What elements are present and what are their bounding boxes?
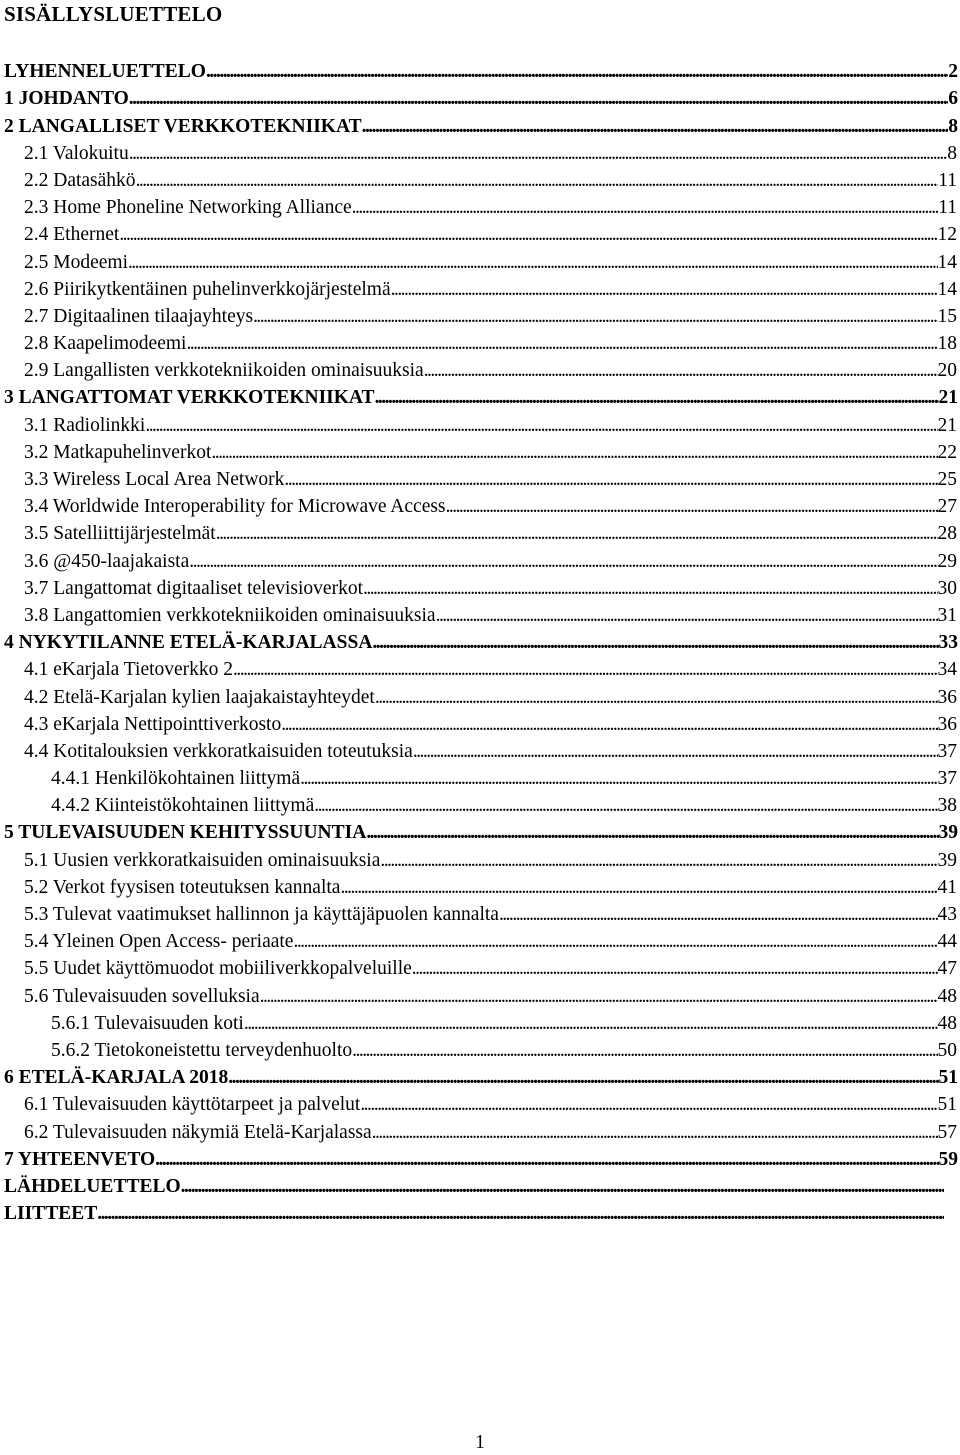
toc-entry[interactable] bbox=[0, 437, 960, 464]
toc-entry-title: 7 YHTEENVETO bbox=[4, 1148, 156, 1170]
toc-entry[interactable] bbox=[0, 138, 960, 165]
toc-entry-page: 21 bbox=[938, 387, 958, 409]
toc-entry-title: 6.1 Tulevaisuuden käyttötarpeet ja palvelut bbox=[24, 1094, 361, 1116]
toc-entry-title: 4.1 eKarjala Tietoverkko 2 bbox=[24, 659, 234, 681]
toc-entry[interactable] bbox=[0, 600, 960, 627]
toc-entry-page: 31 bbox=[937, 604, 957, 626]
toc-entry-page: 48 bbox=[937, 985, 957, 1007]
toc-dot-leader bbox=[380, 850, 937, 872]
toc-entry-title: 2.9 Langallisten verkkotekniikoiden ominaisuuksia bbox=[24, 360, 424, 382]
toc-dot-leader bbox=[352, 197, 939, 219]
toc-entry-title: LYHENNELUETTELO bbox=[4, 61, 206, 83]
toc-entry-page: 8 bbox=[947, 142, 957, 164]
toc-entry-page: 30 bbox=[937, 577, 957, 599]
toc-entry[interactable] bbox=[0, 355, 960, 382]
toc-entry-page: 39 bbox=[937, 849, 957, 871]
toc-entry-title: 3.4 Worldwide Interoperability for Microwave Access bbox=[24, 496, 446, 518]
toc-entry-page: 15 bbox=[937, 305, 957, 327]
toc-entry-page: 39 bbox=[938, 822, 958, 844]
toc-entry[interactable] bbox=[0, 736, 960, 763]
toc-entry[interactable] bbox=[0, 681, 960, 708]
toc-dot-leader bbox=[129, 88, 948, 110]
toc-entry-page: 34 bbox=[937, 659, 957, 681]
toc-entry-title: 3.3 Wireless Local Area Network bbox=[24, 469, 285, 490]
toc-dot-leader bbox=[360, 1094, 937, 1116]
toc-entry-page: 27 bbox=[937, 496, 957, 518]
toc-entry-page: 37 bbox=[937, 768, 957, 790]
toc-dot-leader bbox=[375, 687, 938, 709]
toc-entry-page: 50 bbox=[937, 1039, 957, 1061]
toc-entry[interactable] bbox=[0, 56, 960, 83]
toc-entry-title: 4.3 eKarjala Nettipointtiverkosto bbox=[24, 713, 282, 735]
toc-entry[interactable] bbox=[0, 110, 960, 137]
toc-entry-page: 48 bbox=[937, 1012, 957, 1034]
toc-entry-page: 25 bbox=[937, 469, 957, 490]
toc-entry-title: 2 LANGALLISET VERKKOTEKNIIKAT bbox=[4, 115, 362, 137]
toc-entry[interactable] bbox=[0, 83, 960, 110]
toc-entry-title: 6.2 Tulevaisuuden näkymiä Etelä-Karjalassa bbox=[24, 1121, 372, 1143]
toc-entry-title: 2.2 Datasähkö bbox=[24, 169, 136, 191]
toc-dot-leader bbox=[372, 1122, 938, 1144]
toc-dot-leader bbox=[375, 387, 939, 409]
toc-dot-leader bbox=[391, 279, 938, 301]
toc-dot-leader bbox=[424, 360, 938, 382]
toc-entry-page: 47 bbox=[937, 958, 957, 980]
toc-entry-title: 2.1 Valokuitu bbox=[24, 142, 129, 164]
toc-entry[interactable] bbox=[0, 1116, 960, 1143]
toc-dot-leader bbox=[281, 714, 937, 736]
toc-entry[interactable] bbox=[0, 844, 960, 871]
toc-entry-title: 4 NYKYTILANNE ETELÄ-KARJALASSA bbox=[4, 632, 373, 654]
toc-dot-leader bbox=[253, 306, 937, 328]
toc-entry-page: 44 bbox=[937, 931, 957, 953]
toc-entry-title: 5.3 Tulevat vaatimukset hallinnon ja käyttäjäpuolen kannalta bbox=[24, 904, 499, 925]
toc-entry-page: 18 bbox=[937, 333, 957, 355]
toc-entry-title: 5.6.1 Tulevaisuuden koti bbox=[51, 1012, 244, 1034]
toc-entry[interactable] bbox=[0, 246, 960, 273]
toc-dot-leader bbox=[436, 605, 938, 627]
toc-dot-leader bbox=[412, 958, 938, 980]
toc-dot-leader bbox=[499, 904, 938, 926]
toc-entry-page: 14 bbox=[937, 278, 957, 300]
toc-entry[interactable] bbox=[0, 518, 960, 545]
toc-dot-leader bbox=[129, 143, 947, 165]
toc-entry-page: 28 bbox=[937, 523, 957, 545]
toc-entry-title: 5.6 Tulevaisuuden sovelluksia bbox=[24, 985, 260, 1007]
toc-entry[interactable] bbox=[0, 165, 960, 192]
toc-dot-leader bbox=[293, 931, 937, 953]
toc-entry-page: 20 bbox=[937, 360, 957, 382]
toc-entry[interactable] bbox=[0, 627, 960, 654]
toc-entry[interactable] bbox=[0, 545, 960, 572]
toc-entry-page: 41 bbox=[937, 876, 957, 898]
toc-entry[interactable] bbox=[0, 1089, 960, 1116]
toc-entry[interactable] bbox=[0, 219, 960, 246]
toc-entry-title: 3.1 Radiolinkki bbox=[24, 414, 146, 436]
toc-entry-page: 14 bbox=[937, 251, 957, 273]
toc-entry[interactable] bbox=[0, 980, 960, 1007]
toc-entry[interactable] bbox=[0, 301, 960, 328]
toc-dot-leader bbox=[97, 1203, 944, 1225]
page-number: 1 bbox=[475, 1432, 485, 1453]
toc-entry-page: 6 bbox=[948, 88, 958, 110]
toc-entry[interactable] bbox=[0, 926, 960, 953]
toc-entry-title: 5.1 Uusien verkkoratkaisuiden ominaisuuksia bbox=[24, 849, 381, 871]
toc-dot-leader bbox=[181, 1176, 944, 1198]
toc-entry-title: 1 JOHDANTO bbox=[4, 88, 129, 110]
toc-dot-leader bbox=[216, 523, 938, 545]
toc-entry[interactable] bbox=[0, 192, 960, 219]
toc-entry-page: 37 bbox=[937, 740, 957, 762]
toc-entry-title: 3.7 Langattomat digitaaliset televisioverkot bbox=[24, 577, 363, 599]
toc-entry[interactable] bbox=[0, 1008, 960, 1035]
toc-dot-leader bbox=[340, 877, 937, 899]
toc-entry-title: 4.4.2 Kiinteistökohtainen liittymä bbox=[51, 795, 315, 817]
toc-dot-leader bbox=[372, 632, 938, 654]
toc-dot-leader bbox=[352, 1040, 937, 1062]
toc-entry-title: 5.6.2 Tietokoneistettu terveydenhuolto bbox=[51, 1039, 353, 1061]
toc-dot-leader bbox=[155, 1149, 938, 1171]
toc-entry[interactable] bbox=[0, 1062, 960, 1089]
toc-dot-leader bbox=[189, 551, 937, 573]
toc-entry-title: 3.5 Satelliittijärjestelmät bbox=[24, 523, 216, 545]
toc-entry-title: 4.4.1 Henkilökohtainen liittymä bbox=[51, 768, 301, 790]
toc-heading: SISÄLLYSLUETTELO bbox=[4, 2, 223, 26]
toc-entry-title: 3 LANGATTOMAT VERKKOTEKNIIKAT bbox=[4, 387, 375, 409]
toc-entry-title: 3.6 @450-laajakaista bbox=[24, 550, 190, 572]
toc-entry-title: 3.2 Matkapuhelinverkot bbox=[24, 441, 212, 463]
toc-entry-page: 59 bbox=[938, 1148, 958, 1170]
toc-dot-leader bbox=[260, 986, 938, 1008]
toc-dot-leader bbox=[366, 822, 938, 844]
toc-entry-page: 8 bbox=[948, 115, 958, 137]
toc-entry-title: 5.2 Verkot fyysisen toteutuksen kannalta bbox=[24, 876, 341, 898]
toc-dot-leader bbox=[211, 442, 937, 464]
toc-dot-leader bbox=[363, 578, 938, 600]
toc-dot-leader bbox=[206, 61, 948, 83]
toc-dot-leader bbox=[300, 768, 937, 790]
toc-entry-page: 57 bbox=[937, 1121, 957, 1143]
toc-entry-title: 6 ETELÄ-KARJALA 2018 bbox=[4, 1067, 229, 1089]
toc-entry[interactable] bbox=[0, 409, 960, 436]
toc-entry[interactable] bbox=[0, 872, 960, 899]
toc-entry[interactable] bbox=[0, 328, 960, 355]
toc-entry-title: LÄHDELUETTELO bbox=[4, 1175, 181, 1197]
toc-entry-page: 51 bbox=[938, 1067, 958, 1089]
toc-entry-title: 2.8 Kaapelimodeemi bbox=[24, 333, 187, 355]
toc-entry-title: 2.6 Piirikytkentäinen puhelinverkkojärjestelmä bbox=[24, 278, 391, 300]
toc-entry[interactable] bbox=[0, 1171, 960, 1198]
toc-dot-leader bbox=[233, 659, 937, 681]
toc-entry[interactable] bbox=[0, 1198, 960, 1225]
toc-entry-page: 22 bbox=[937, 441, 957, 463]
toc-entry-title: 3.8 Langattomien verkkotekniikoiden ominaisuuksia bbox=[24, 604, 436, 626]
toc-dot-leader bbox=[284, 469, 937, 491]
toc-entry[interactable] bbox=[0, 464, 960, 491]
toc-entry-page: 36 bbox=[937, 686, 957, 708]
toc-entry-page: 36 bbox=[937, 713, 957, 735]
toc-entry[interactable] bbox=[0, 573, 960, 600]
toc-entry-title: 5.4 Yleinen Open Access- periaate bbox=[24, 931, 294, 953]
toc-dot-leader bbox=[446, 496, 938, 518]
toc-entry[interactable] bbox=[0, 763, 960, 790]
toc-entry-title: 4.2 Etelä-Karjalan kylien laajakaistayhteydet bbox=[24, 686, 375, 708]
toc-dot-leader bbox=[145, 415, 937, 437]
toc-entry-page: 12 bbox=[937, 224, 957, 246]
toc-entry[interactable] bbox=[0, 1035, 960, 1062]
toc-entry[interactable] bbox=[0, 654, 960, 681]
toc-entry-title: 5 TULEVAISUUDEN KEHITYSSUUNTIA bbox=[4, 822, 367, 844]
toc-dot-leader bbox=[228, 1067, 938, 1089]
toc-entry-title: 2.7 Digitaalinen tilaajayhteys bbox=[24, 305, 254, 327]
toc-entry-page: 21 bbox=[937, 414, 957, 436]
toc-entry-title: 2.3 Home Phoneline Networking Alliance bbox=[24, 197, 352, 219]
toc-dot-leader bbox=[186, 333, 937, 355]
toc-entry-page: 51 bbox=[937, 1094, 957, 1116]
toc-entry-page: 43 bbox=[937, 904, 957, 925]
toc-dot-leader bbox=[119, 224, 937, 246]
toc-entry-page: 33 bbox=[938, 632, 958, 654]
toc-entry-title: 2.5 Modeemi bbox=[24, 251, 128, 273]
toc-entry-title: 2.4 Ethernet bbox=[24, 224, 120, 246]
toc-entry[interactable] bbox=[0, 709, 960, 736]
toc-entry[interactable] bbox=[0, 790, 960, 817]
toc-dot-leader bbox=[136, 170, 939, 192]
toc-entry[interactable] bbox=[0, 953, 960, 980]
toc-entry[interactable] bbox=[0, 1144, 960, 1171]
toc-entry-page: 2 bbox=[948, 61, 958, 83]
table-of-contents bbox=[0, 56, 960, 1225]
toc-entry[interactable] bbox=[0, 899, 960, 926]
toc-entry-title: LIITTEET bbox=[4, 1203, 98, 1225]
toc-entry[interactable] bbox=[0, 382, 960, 409]
toc-dot-leader bbox=[413, 741, 938, 763]
toc-entry-page: 29 bbox=[937, 550, 957, 572]
toc-entry-page: 38 bbox=[937, 795, 957, 817]
toc-dot-leader bbox=[244, 1013, 938, 1035]
toc-dot-leader bbox=[314, 795, 937, 817]
toc-entry[interactable] bbox=[0, 491, 960, 518]
toc-dot-leader bbox=[128, 252, 938, 274]
toc-dot-leader bbox=[362, 116, 948, 138]
toc-entry-page: 11 bbox=[938, 197, 957, 219]
toc-entry-title: 4.4 Kotitalouksien verkkoratkaisuiden toteutuksia bbox=[24, 740, 413, 762]
toc-entry-title: 5.5 Uudet käyttömuodot mobiiliverkkopalveluille bbox=[24, 958, 412, 980]
toc-entry[interactable] bbox=[0, 817, 960, 844]
toc-entry[interactable] bbox=[0, 274, 960, 301]
toc-entry-page: 11 bbox=[938, 169, 957, 191]
